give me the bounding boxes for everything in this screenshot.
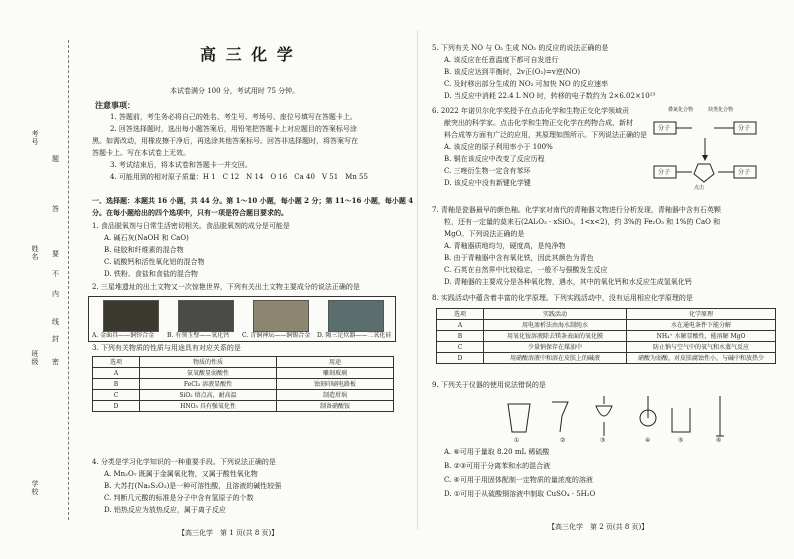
q9-option: D. ①可用于从硫酸铜溶液中制取 CuSO₄ · 5H₂O	[444, 490, 596, 498]
table-cell: B	[93, 379, 140, 390]
beaker-icon	[672, 408, 690, 432]
note-line: 1. 答题前，考生务必将自己的姓名、考生号、考场号、座位号填写在答题卡上。	[110, 113, 357, 121]
diagram-label: 分子	[738, 169, 751, 176]
section-heading: 一、选择题：本题共 16 小题，共 44 分。第 1～10 小题，每小题 2 分；第 11～16 小题，每小题 4	[92, 196, 414, 205]
table-row	[93, 390, 394, 401]
table-cell: SiO₂ 熔点高，耐高温	[140, 390, 277, 401]
name-label: 姓名	[31, 245, 39, 261]
q1-option: C. 硫酸钙和活性氧化铝的混合物	[104, 258, 205, 266]
q7-option: A. 青釉器质地均匀，硬度高，是纯净物	[444, 242, 566, 250]
q6-stem: 献突出的科学家。点击化学和生物正交化学在药物合成、新材	[444, 119, 633, 127]
bronze-altar-image	[253, 300, 309, 332]
q5-option: C. 及时移出部分生成的 NO₂ 可加快 NO 的反应速率	[444, 80, 608, 88]
table-row	[437, 342, 776, 353]
notes-title: 注意事项：	[95, 100, 135, 110]
q9-stem: 9. 下列关于仪器的使用说法错误的是	[432, 381, 546, 389]
note-line: 答题卡上。写在本试卷上无效。	[92, 149, 190, 157]
q5-stem: 5. 下列有关 NO 与 O₂ 生成 NO₂ 的反应的说法正确的是	[432, 44, 609, 52]
subtitle: 本试卷满分 100 分，考试用时 75 分钟。	[170, 87, 300, 95]
table-cell: C	[93, 390, 140, 401]
seal-line	[68, 40, 69, 520]
note-line: 黑。如需改动，用橡皮擦干净后，再选涂其他答案标号。回答非选择题时，将答案写在	[92, 137, 358, 145]
q7-option: D. 青釉器的主要成分是各种氧化物，遇水，其中的氧化钙和水反应生成氢氧化钙	[444, 278, 692, 286]
seal-char: 题	[52, 155, 59, 163]
table-row	[93, 357, 394, 368]
table-row	[93, 401, 394, 412]
q4-option: B. 大苏打(Na₂S₂O₃)是一种可溶性酸，且溶液的碱性较强	[104, 482, 282, 490]
q1-stem: 1. 食品脱氧剂与日常生活密切相关。食品脱氧剂的成分是可能是	[92, 222, 290, 230]
volumetric-flask-icon	[640, 396, 656, 426]
triazole-ring	[694, 164, 714, 182]
seal-char: 内	[52, 290, 59, 298]
page-divider	[417, 30, 418, 530]
table-header: 化学原理	[627, 309, 776, 320]
seal-char: 密	[52, 358, 59, 366]
seal-char: 线	[52, 318, 59, 326]
table-header: 选项	[93, 357, 140, 368]
diagram-label: 点击	[694, 185, 705, 191]
q8-table	[436, 308, 776, 364]
seal-char: 要	[52, 250, 59, 258]
diagram-label: 炔类化合物	[708, 107, 734, 113]
table-cell: B	[437, 331, 484, 342]
seal-char: 答	[52, 205, 59, 213]
table-cell: HNO₃ 具有强氧化性	[140, 401, 277, 412]
q7-option: B. 由于青釉器中含有氧化铁，因此其颜色为青色	[444, 254, 594, 262]
note-line: 3. 考试结束后，将本试卷和答题卡一并交回。	[110, 161, 252, 169]
apparatus-number: ①	[514, 437, 520, 444]
apparatus-number: ⑤	[678, 437, 684, 444]
table-cell: 蚀刻印刷电路板	[277, 379, 394, 390]
pottery-image	[328, 300, 384, 332]
q6-stem: 6. 2022 年诺贝尔化学奖授予在点击化学和生物正交化学领域贡	[432, 107, 629, 115]
q2-caption: C. 青铜神坛——铜锡合金	[242, 332, 311, 339]
table-cell: 雕刻玻璃	[277, 368, 394, 379]
seal-char: 封	[52, 335, 59, 343]
note-line: 2. 回答选择题时，选出每小题答案后，用铅笔把答题卡上对应题目的答案标号涂	[110, 125, 357, 133]
q5-option: A. 该反应在任意温度下都可自发进行	[444, 56, 559, 64]
q1-option: D. 铁粉、食盐和食盐的混合物	[104, 270, 198, 278]
table-header: 选项	[437, 309, 484, 320]
q5-option: B. 该反应达到平衡时，2v正(O₂)=v逆(NO)	[444, 68, 581, 76]
q8-stem: 8. 实践活动中蕴含着丰富的化学原理。下列实践活动中，没有运用相应化学原理的是	[432, 294, 693, 302]
q5-option: D. 当反应中消耗 22.4 L NO 时，转移的电子数约为 2×6.02×10²³	[444, 92, 656, 100]
table-cell: D	[93, 401, 140, 412]
q3-stem: 3. 下列有关物质的性质与用途具有对应关系的是	[92, 344, 241, 352]
q6-stem: 料合成等方面有广泛的应用，其原理如图所示。下列说法正确的是	[444, 131, 647, 139]
separatory-funnel-icon	[596, 396, 612, 436]
q7-stem: 7. 青釉是瓷器最早的颜色釉。化学家对南代的青釉器文物进行分析发现，青釉器中含有石英颗	[432, 206, 721, 214]
q7-stem: MgO。下列说法正确的是	[444, 230, 525, 238]
apparatus-number: ②	[560, 437, 566, 444]
table-cell: 用电渗析法由海水制纯水	[484, 320, 627, 331]
table-cell: 制造坩埚	[277, 390, 394, 401]
funnel-icon	[552, 402, 568, 432]
table-cell: NH₄⁺ 水解显酸性，能溶解 MgO	[627, 331, 776, 342]
table-cell: FeCl₃ 溶液显酸性	[140, 379, 277, 390]
q6-option: C. 三唑衍生物一定含有苯环	[444, 167, 531, 175]
seal-char: 不	[52, 270, 59, 278]
q9-option: C. ④可用于用固体配制一定物质的量浓度的溶液	[444, 476, 593, 484]
click-chemistry-diagram	[652, 104, 780, 204]
q2-caption: D. 陶三足炊器——二氧化硅	[317, 332, 392, 339]
footer-left: 【高三化学 第 1 页(共 8 页)】	[178, 529, 279, 537]
q2-caption: A. 金面具——铜锌合金	[92, 332, 155, 339]
q2-stem: 2. 三星堆遗址的出土文物又一次惊艳世界，下列有关出土文物主要成分的说法正确的是	[92, 283, 360, 291]
table-row	[437, 353, 776, 364]
exam-no-label: 考号	[31, 130, 39, 146]
q9-option: A. ⑥可用于量取 8.20 mL 稀硫酸	[444, 448, 550, 456]
q1-option: A. 碱石灰(NaOH 和 CaO)	[104, 234, 189, 242]
q6-option: D. 该反应中没有新键化学键	[444, 179, 531, 187]
q4-option: A. Mn₂O₇ 既属于金属氧化物，又属于酸性氧化物	[104, 470, 258, 478]
q7-option: C. 石英在自然界中比较稳定，一般不与强酸发生反应	[444, 266, 608, 274]
table-cell: 用氧化铵溶液除去镁条表面的氧化膜	[484, 331, 627, 342]
class-label: 班级	[31, 350, 39, 366]
apparatus-figure	[500, 392, 740, 442]
q6-option: A. 该反应的原子利用率小于 100%	[444, 143, 553, 151]
table-row	[93, 368, 394, 379]
table-cell: 制备硝酸铵	[277, 401, 394, 412]
table-cell: 少量钠保存在煤油中	[484, 342, 627, 353]
q4-stem: 4. 分类是学习化学知识的一种重要手段。下列说法正确的是	[92, 458, 276, 466]
table-row	[437, 331, 776, 342]
diagram-label: 分子	[658, 125, 671, 132]
table-header: 物质的性质	[140, 357, 277, 368]
q1-option: B. 硅胶和纤维素的混合物	[104, 246, 184, 254]
gold-mask-image	[103, 300, 159, 332]
table-header: 用途	[277, 357, 394, 368]
page-title: 高 三 化 学	[200, 45, 295, 64]
table-row	[437, 320, 776, 331]
table-row	[93, 379, 394, 390]
note-line: 4. 可能用到的相对原子质量：H 1 C 12 N 14 O 16 Ca 40 V 51 Mn 55	[110, 173, 368, 181]
section-heading: 分。在每小题给出的四个选项中，只有一项是符合题目要求的。	[92, 208, 288, 217]
diagram-label: 叠氮化合物	[668, 107, 694, 113]
table-cell: D	[437, 353, 484, 364]
table-cell: A	[93, 368, 140, 379]
q4-option: D. 铝热反应为放热反应，属于离子反应	[104, 506, 226, 514]
q9-option: B. ②③可用于分离苯和水的混合液	[444, 462, 551, 470]
apparatus-number: ④	[645, 437, 651, 444]
table-header: 实践活动	[484, 309, 627, 320]
q3-table	[92, 356, 394, 412]
diagram-label: 分子	[658, 169, 671, 176]
table-cell: 用硝酸溶液中和溶在皮肤上的碱液	[484, 353, 627, 364]
pipette-icon	[716, 396, 724, 436]
footer-right: 【高三化学 第 2 页(共 8 页)】	[548, 523, 649, 531]
q6-option: B. 铜在该反应中改变了反应历程	[444, 155, 545, 163]
table-cell: 硝酸为弱酸，对皮肤腐蚀性小，与碱中和放热少	[627, 353, 776, 364]
q7-stem: 粒，还有一定量的莫来石(2Al₂O₃ · xSiO₂，1<x<2)，约 3%的 Fe₂O₃ 和 1%的 CaO 和	[444, 218, 721, 226]
diagram-label: 分子	[738, 125, 751, 132]
q4-option: C. 判断几元酸的标准是分子中含有氢原子的个数	[104, 494, 254, 502]
apparatus-number: ③	[600, 437, 606, 444]
table-cell: C	[437, 342, 484, 353]
evaporating-dish-icon	[508, 404, 530, 432]
school-label: 学校	[31, 480, 39, 496]
table-cell: 氨氧酸显弱酸性	[140, 368, 277, 379]
apparatus-number: ⑥	[716, 437, 722, 444]
table-row	[437, 309, 776, 320]
table-cell: 防止钠与空气中的氧气和水蒸气反应	[627, 342, 776, 353]
table-cell: 水在通电条件下能分解	[627, 320, 776, 331]
q2-caption: B. 有领玉璧——氧化钙	[167, 332, 230, 339]
table-cell: A	[437, 320, 484, 331]
jade-bi-image	[178, 300, 234, 332]
